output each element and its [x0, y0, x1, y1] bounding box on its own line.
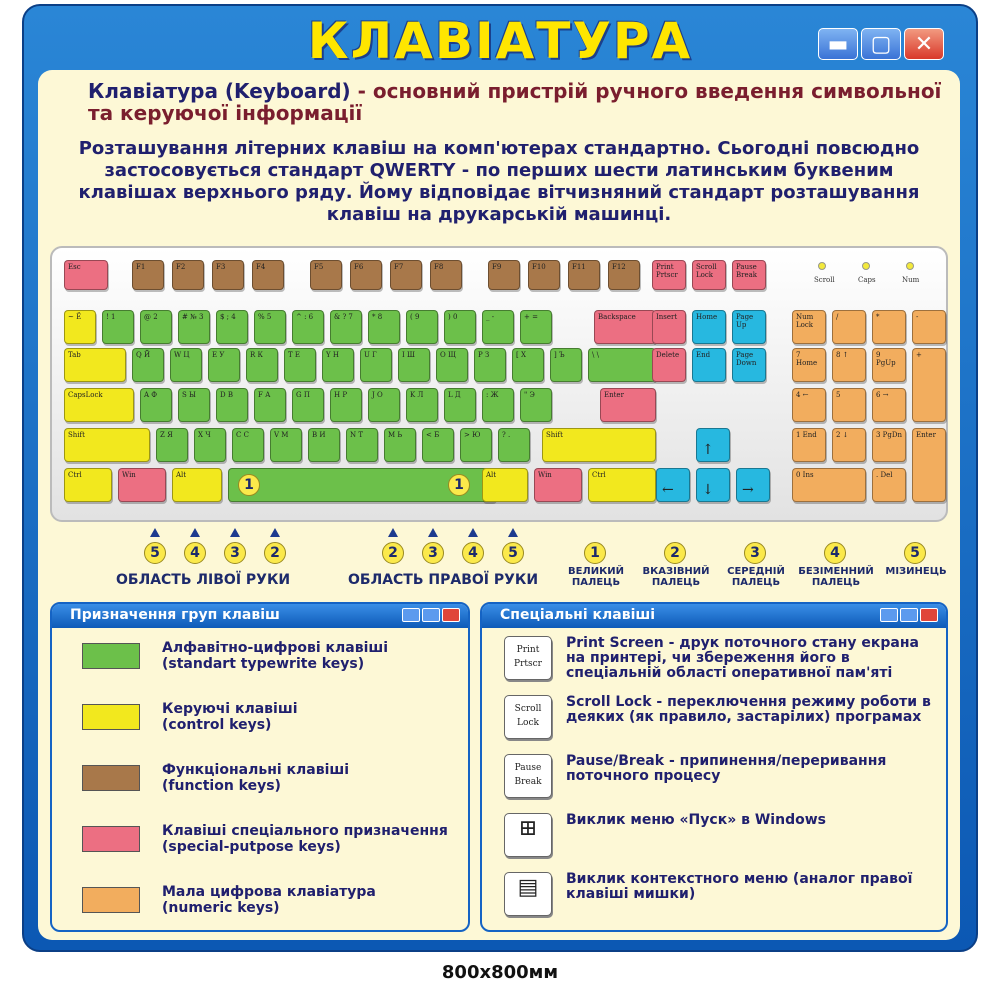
maximize-icon: ▢ — [861, 28, 901, 60]
key-f11: F11 — [568, 260, 600, 290]
key-row4: V М — [270, 428, 302, 462]
key-special-0: Print Prtscr — [652, 260, 686, 290]
key-f3: F3 — [212, 260, 244, 290]
key-numpad: 1 End — [792, 428, 826, 462]
window-controls — [818, 28, 944, 60]
box-window-controls — [402, 608, 460, 622]
led-indicator — [862, 262, 870, 270]
color-swatch — [82, 704, 140, 730]
key-numpad: . Del — [872, 468, 906, 502]
keyboard-illustration — [50, 246, 948, 522]
finger-legend-label: ВЕЛИКИЙ ПАЛЕЦЬ — [567, 566, 625, 588]
key-ctrl-left: Ctrl — [64, 468, 112, 502]
key-row3: : Ж — [482, 388, 514, 422]
finger-number-right: 3 — [422, 542, 444, 564]
finger-arrow-icon — [468, 528, 478, 537]
special-key-icon: ▤ — [504, 872, 552, 916]
key-nav: End — [692, 348, 726, 382]
special-key-icon: Scroll Lock — [504, 695, 552, 739]
special-key-description: Виклик контекстного меню (аналог правої клавіші мишки) — [566, 871, 913, 902]
key-row2: Y Н — [322, 348, 354, 382]
key-alt-right: Alt — [482, 468, 528, 502]
key-numpad: - — [912, 310, 946, 344]
key-row1: ^ : 6 — [292, 310, 324, 344]
special-key-description: Print Screen - друк поточного стану екрана на принтері, чи збереження його в спеціальній області оперативної пам'яті — [566, 635, 919, 681]
key-row1: $ ; 4 — [216, 310, 248, 344]
key-numpad: 9 PgUp — [872, 348, 906, 382]
key-row2: T Е — [284, 348, 316, 382]
key-group-item — [82, 823, 448, 855]
key-arrow-up: ↑ — [696, 428, 730, 462]
intro-definition — [88, 80, 948, 124]
key-row3: H Р — [330, 388, 362, 422]
key-row1: ( 9 — [406, 310, 438, 344]
key-group-text — [162, 823, 448, 855]
finger-legend-label: СЕРЕДНІЙ ПАЛЕЦЬ — [727, 566, 785, 588]
key-group-name: Мала цифрова клавіатура — [162, 884, 376, 900]
key-f8: F8 — [430, 260, 462, 290]
box-window-controls — [880, 608, 938, 622]
key-numpad: + — [912, 348, 946, 422]
key-group-name: Функціональні клавіші — [162, 762, 350, 778]
key-capslock: CapsLock — [64, 388, 134, 422]
poster-title: КЛАВІАТУРА — [307, 12, 693, 70]
key-f4: F4 — [252, 260, 284, 290]
keyboard-term: Клавіатура (Keyboard) — [88, 79, 351, 103]
key-esc: Esc — [64, 260, 108, 290]
minimize-icon — [402, 608, 420, 622]
key-row2: ] Ъ — [550, 348, 582, 382]
key-nav: Page Down — [732, 348, 766, 382]
key-row1: * 8 — [368, 310, 400, 344]
key-row3: G П — [292, 388, 324, 422]
key-row2: P З — [474, 348, 506, 382]
key-f1: F1 — [132, 260, 164, 290]
key-f10: F10 — [528, 260, 560, 290]
key-row4: Z Я — [156, 428, 188, 462]
key-groups-header — [52, 604, 468, 628]
key-f6: F6 — [350, 260, 382, 290]
finger-number-right: 2 — [382, 542, 404, 564]
key-backspace: Backspace — [594, 310, 656, 344]
key-numpad: 8 ↑ — [832, 348, 866, 382]
key-numpad: 4 ← — [792, 388, 826, 422]
led-indicator — [906, 262, 914, 270]
key-row3: A Ф — [140, 388, 172, 422]
key-row1: # № 3 — [178, 310, 210, 344]
finger-number-left: 3 — [224, 542, 246, 564]
key-row1: + = — [520, 310, 552, 344]
key-f7: F7 — [390, 260, 422, 290]
finger-legend-number: 2 — [664, 542, 686, 564]
key-special-2: Pause Break — [732, 260, 766, 290]
key-row1: ! 1 — [102, 310, 134, 344]
led-indicator — [818, 262, 826, 270]
key-row3: K Л — [406, 388, 438, 422]
key-groups-box — [50, 602, 470, 932]
key-shift-right: Shift — [542, 428, 656, 462]
special-key-description: Виклик меню «Пуск» в Windows — [566, 812, 826, 828]
key-row2: W Ц — [170, 348, 202, 382]
key-row3: D В — [216, 388, 248, 422]
key-numpad: Enter — [912, 428, 946, 502]
left-hand-area-label: ОБЛАСТЬ ЛІВОЇ РУКИ — [116, 572, 291, 588]
finger-arrow-icon — [150, 528, 160, 537]
special-keys-title: Спеціальні клавіші — [500, 607, 656, 623]
finger-number-left: 4 — [184, 542, 206, 564]
key-nav: Home — [692, 310, 726, 344]
key-numpad: 5 — [832, 388, 866, 422]
key-group-text — [162, 640, 388, 672]
key-row2: O Щ — [436, 348, 468, 382]
key-nav: Insert — [652, 310, 686, 344]
key-enter: Enter — [600, 388, 656, 422]
key-row4: > Ю — [460, 428, 492, 462]
key-row2: I Ш — [398, 348, 430, 382]
key-special-1: Scroll Lock — [692, 260, 726, 290]
key-group-item — [82, 762, 349, 794]
close-icon — [442, 608, 460, 622]
key-row4: C С — [232, 428, 264, 462]
key-tab: Tab — [64, 348, 126, 382]
key-arrow-left: ← — [656, 468, 690, 502]
maximize-icon — [422, 608, 440, 622]
key-group-english: (function keys) — [162, 778, 281, 794]
led-label: Scroll — [814, 276, 835, 284]
finger-number-left: 5 — [144, 542, 166, 564]
finger-legend-label: ВКАЗІВНИЙ ПАЛЕЦЬ — [642, 566, 710, 588]
key-arrow-right: → — [736, 468, 770, 502]
color-swatch — [82, 765, 140, 791]
key-f12: F12 — [608, 260, 640, 290]
key-group-english: (numeric keys) — [162, 900, 280, 916]
intro-paragraph: Розташування літерних клавіш на комп'ютерах стандартно. Сьогодні повсюдно застосовується стандарт QWERTY - по перших шести латинським буквеним клавішах верхнього ряду. Йому відповідає вітчизняний стандарт розташування клавіш на друкарській машинці. — [78, 138, 920, 225]
special-keys-header — [482, 604, 946, 628]
special-key-icon: ⊞ — [504, 813, 552, 857]
key-row4: B И — [308, 428, 340, 462]
key-row3: F А — [254, 388, 286, 422]
right-hand-area-label: ОБЛАСТЬ ПРАВОЇ РУКИ — [348, 572, 539, 588]
key-row3: " Э — [520, 388, 552, 422]
key-group-english: (standart typewrite keys) — [162, 656, 365, 672]
key-group-text — [162, 884, 376, 916]
key-group-text — [162, 701, 298, 733]
led-label: Caps — [858, 276, 876, 284]
minimize-icon: ▬ — [818, 28, 858, 60]
key-tilde: ~ Ё — [64, 310, 96, 344]
size-caption: 800x800мм — [441, 962, 559, 983]
finger-arrow-icon — [230, 528, 240, 537]
key-row3: J О — [368, 388, 400, 422]
color-swatch — [82, 887, 140, 913]
finger-legend-label: МІЗИНЕЦЬ — [885, 566, 947, 577]
key-numpad: 2 ↓ — [832, 428, 866, 462]
finger-number-right: 5 — [502, 542, 524, 564]
key-row2: E У — [208, 348, 240, 382]
content-panel — [38, 70, 960, 940]
color-swatch — [82, 643, 140, 669]
led-label: Num — [902, 276, 920, 284]
key-row3: L Д — [444, 388, 476, 422]
thumb-finger-marker: 1 — [448, 474, 470, 496]
key-row1: ) 0 — [444, 310, 476, 344]
finger-number-left: 2 — [264, 542, 286, 564]
key-numpad: * — [872, 310, 906, 344]
maximize-icon — [900, 608, 918, 622]
key-row4: M Ь — [384, 428, 416, 462]
special-key-item — [504, 872, 936, 916]
special-key-icon: Print Prtscr — [504, 636, 552, 680]
key-group-english: (control keys) — [162, 717, 272, 733]
color-swatch — [82, 826, 140, 852]
key-f5: F5 — [310, 260, 342, 290]
finger-legend-number: 3 — [744, 542, 766, 564]
key-group-name: Клавіші спеціального призначення — [162, 823, 448, 839]
finger-arrow-icon — [388, 528, 398, 537]
key-numpad: 3 PgDn — [872, 428, 906, 462]
key-nav: Page Up — [732, 310, 766, 344]
key-group-item — [82, 701, 298, 733]
key-row2: U Г — [360, 348, 392, 382]
key-row2: Q Й — [132, 348, 164, 382]
key-row1: _ - — [482, 310, 514, 344]
key-row4: ? . — [498, 428, 530, 462]
key-group-item — [82, 640, 388, 672]
key-numpad: 7 Home — [792, 348, 826, 382]
key-row3: S Ы — [178, 388, 210, 422]
key-row1: % 5 — [254, 310, 286, 344]
key-win-right: Win — [534, 468, 582, 502]
key-win-left: Win — [118, 468, 166, 502]
special-key-item — [504, 695, 936, 739]
thumb-finger-marker: 1 — [238, 474, 260, 496]
key-alt-left: Alt — [172, 468, 222, 502]
finger-arrow-icon — [428, 528, 438, 537]
key-group-name: Алфавітно-цифрові клавіші — [162, 640, 389, 656]
key-group-name: Керуючі клавіші — [162, 701, 298, 717]
finger-arrow-icon — [508, 528, 518, 537]
special-key-description: Scroll Lock - переключення режиму роботи в деяких (як правило, застарілих) програмах — [566, 694, 931, 725]
key-row4: N Т — [346, 428, 378, 462]
finger-legend-number: 1 — [584, 542, 606, 564]
key-f9: F9 — [488, 260, 520, 290]
special-key-icon: Pause Break — [504, 754, 552, 798]
key-arrow-down: ↓ — [696, 468, 730, 502]
key-row2: R К — [246, 348, 278, 382]
close-icon — [920, 608, 938, 622]
finger-number-right: 4 — [462, 542, 484, 564]
special-key-description: Pause/Break - припинення/переривання поточного процесу — [566, 753, 887, 784]
finger-legend-number: 4 — [824, 542, 846, 564]
key-row1: @ 2 — [140, 310, 172, 344]
key-numpad: 0 Ins — [792, 468, 866, 502]
finger-legend-number: 5 — [904, 542, 926, 564]
special-key-item — [504, 636, 936, 681]
close-icon: ✕ — [904, 28, 944, 60]
keyboard-definition: - основний пристрій ручного введення символьної та керуючої інформації — [88, 79, 942, 125]
key-group-text — [162, 762, 349, 794]
key-row1: & ? 7 — [330, 310, 362, 344]
special-keys-box — [480, 602, 948, 932]
key-f2: F2 — [172, 260, 204, 290]
key-row4: < Б — [422, 428, 454, 462]
finger-arrow-icon — [190, 528, 200, 537]
key-ctrl-right: Ctrl — [588, 468, 656, 502]
key-numpad: 6 → — [872, 388, 906, 422]
minimize-icon — [880, 608, 898, 622]
key-nav: Delete — [652, 348, 686, 382]
key-groups-title: Призначення груп клавіш — [70, 607, 280, 623]
finger-arrow-icon — [270, 528, 280, 537]
finger-legend-label: БЕЗІМЕННИЙ ПАЛЕЦЬ — [798, 566, 874, 588]
key-group-item — [82, 884, 376, 916]
special-key-item — [504, 813, 936, 857]
key-group-english: (special-putpose keys) — [162, 839, 341, 855]
special-key-item — [504, 754, 936, 798]
key-numpad: / — [832, 310, 866, 344]
key-numpad: Num Lock — [792, 310, 826, 344]
key-shift-left: Shift — [64, 428, 150, 462]
key-row4: X Ч — [194, 428, 226, 462]
key-row2: [ Х — [512, 348, 544, 382]
key-backslash: \ \ — [588, 348, 656, 382]
